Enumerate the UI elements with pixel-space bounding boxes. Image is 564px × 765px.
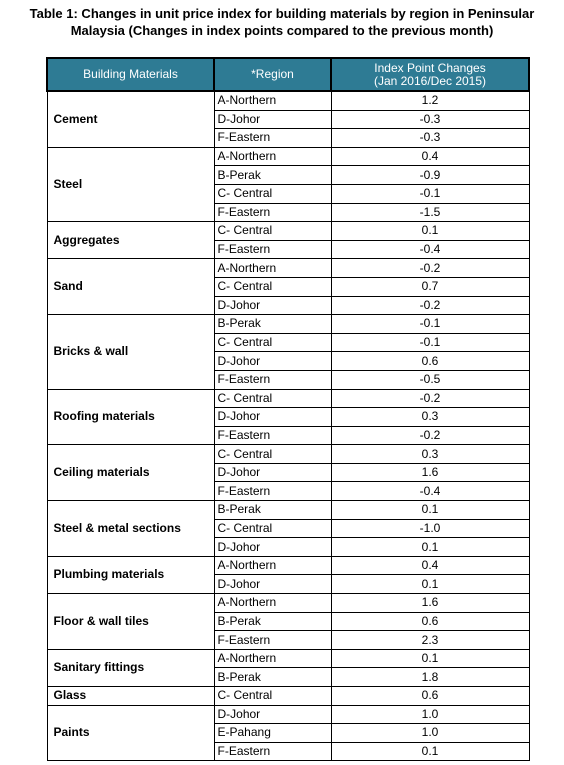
change-value-cell: 0.6 [331,352,529,371]
change-value-cell: -1.0 [331,519,529,538]
change-value-cell: 1.0 [331,705,529,724]
change-value-cell: 1.8 [331,668,529,687]
material-cell: Plumbing materials [47,556,214,593]
region-cell: B-Perak [214,501,331,520]
change-value-cell: -0.4 [331,240,529,259]
region-cell: C- Central [214,277,331,296]
change-value-cell: 0.1 [331,222,529,241]
table-row [47,259,529,278]
table-row [47,705,529,724]
change-value-cell: 1.6 [331,463,529,482]
table-title-line-1: Table 1: Changes in unit price index for building materials by region in Peninsular [29,6,535,21]
header-row [47,58,529,91]
change-value-cell: 1.0 [331,724,529,743]
change-value-cell: -0.3 [331,110,529,129]
region-cell: C- Central [214,519,331,538]
header-region: *Region [214,58,331,91]
region-cell: D-Johor [214,110,331,129]
table-row [47,389,529,408]
header-change-line-1: Index Point Changes [374,60,486,75]
change-value-cell: 0.1 [331,575,529,594]
material-cell: Paints [47,705,214,761]
material-cell: Floor & wall tiles [47,594,214,650]
material-cell: Glass [47,687,214,706]
header-change-line-2: (Jan 2016/Dec 2015) [373,73,487,88]
change-value-cell: 1.2 [331,91,529,110]
region-cell: F-Eastern [214,426,331,445]
region-cell: F-Eastern [214,631,331,650]
change-value-cell: -0.2 [331,296,529,315]
region-cell: C- Central [214,333,331,352]
region-cell: F-Eastern [214,129,331,148]
table-title-line-2: Malaysia (Changes in index points compared to the previous month) [70,23,494,38]
material-cell: Bricks & wall [47,315,214,389]
change-value-cell: -0.2 [331,389,529,408]
region-cell: A-Northern [214,147,331,166]
material-cell: Roofing materials [47,389,214,445]
region-cell: B-Perak [214,315,331,334]
region-cell: D-Johor [214,575,331,594]
material-cell: Steel & metal sections [47,501,214,557]
change-value-cell: 0.3 [331,445,529,464]
change-value-cell: -0.1 [331,315,529,334]
table-row [47,147,529,166]
change-value-cell: -0.1 [331,333,529,352]
region-cell: F-Eastern [214,482,331,501]
change-value-cell: -0.2 [331,426,529,445]
region-cell: D-Johor [214,352,331,371]
region-cell: A-Northern [214,594,331,613]
region-cell: A-Northern [214,259,331,278]
change-value-cell: -0.5 [331,370,529,389]
change-value-cell: 0.1 [331,742,529,761]
change-value-cell: 0.4 [331,556,529,575]
change-value-cell: 0.1 [331,538,529,557]
region-cell: C- Central [214,184,331,203]
header-building-materials: Building Materials [47,58,214,91]
region-cell: F-Eastern [214,370,331,389]
change-value-cell: 0.1 [331,649,529,668]
table-row [47,687,529,706]
region-cell: D-Johor [214,296,331,315]
region-cell: D-Johor [214,463,331,482]
change-value-cell: -0.4 [331,482,529,501]
region-cell: A-Northern [214,556,331,575]
change-value-cell: -0.2 [331,259,529,278]
region-cell: B-Perak [214,612,331,631]
change-value-cell: -1.5 [331,203,529,222]
region-cell: E-Pahang [214,724,331,743]
table-row [47,315,529,334]
change-value-cell: 2.3 [331,631,529,650]
material-cell: Ceiling materials [47,445,214,501]
region-cell: D-Johor [214,705,331,724]
material-cell: Cement [47,91,214,147]
region-cell: F-Eastern [214,240,331,259]
change-value-cell: 0.1 [331,501,529,520]
change-value-cell: -0.9 [331,166,529,185]
region-cell: B-Perak [214,166,331,185]
region-cell: C- Central [214,445,331,464]
change-value-cell: 0.6 [331,612,529,631]
region-cell: A-Northern [214,91,331,110]
region-cell: F-Eastern [214,742,331,761]
table-row [47,501,529,520]
table-body [47,91,529,761]
header-index-point-changes [331,58,529,91]
table-row [47,594,529,613]
change-value-cell: -0.3 [331,129,529,148]
price-index-table [46,57,530,761]
region-cell: F-Eastern [214,203,331,222]
change-value-cell: 1.6 [331,594,529,613]
table-row [47,91,529,110]
change-value-cell: 0.7 [331,277,529,296]
table-title [0,5,564,39]
material-cell: Aggregates [47,222,214,259]
change-value-cell: 0.4 [331,147,529,166]
material-cell: Steel [47,147,214,221]
table-row [47,445,529,464]
change-value-cell: 0.3 [331,408,529,427]
table-row [47,556,529,575]
material-cell: Sand [47,259,214,315]
region-cell: B-Perak [214,668,331,687]
change-value-cell: 0.6 [331,687,529,706]
change-value-cell: -0.1 [331,184,529,203]
region-cell: C- Central [214,222,331,241]
region-cell: C- Central [214,687,331,706]
material-cell: Sanitary fittings [47,649,214,686]
region-cell: C- Central [214,389,331,408]
table-row [47,649,529,668]
table-row [47,222,529,241]
region-cell: A-Northern [214,649,331,668]
region-cell: D-Johor [214,538,331,557]
region-cell: D-Johor [214,408,331,427]
